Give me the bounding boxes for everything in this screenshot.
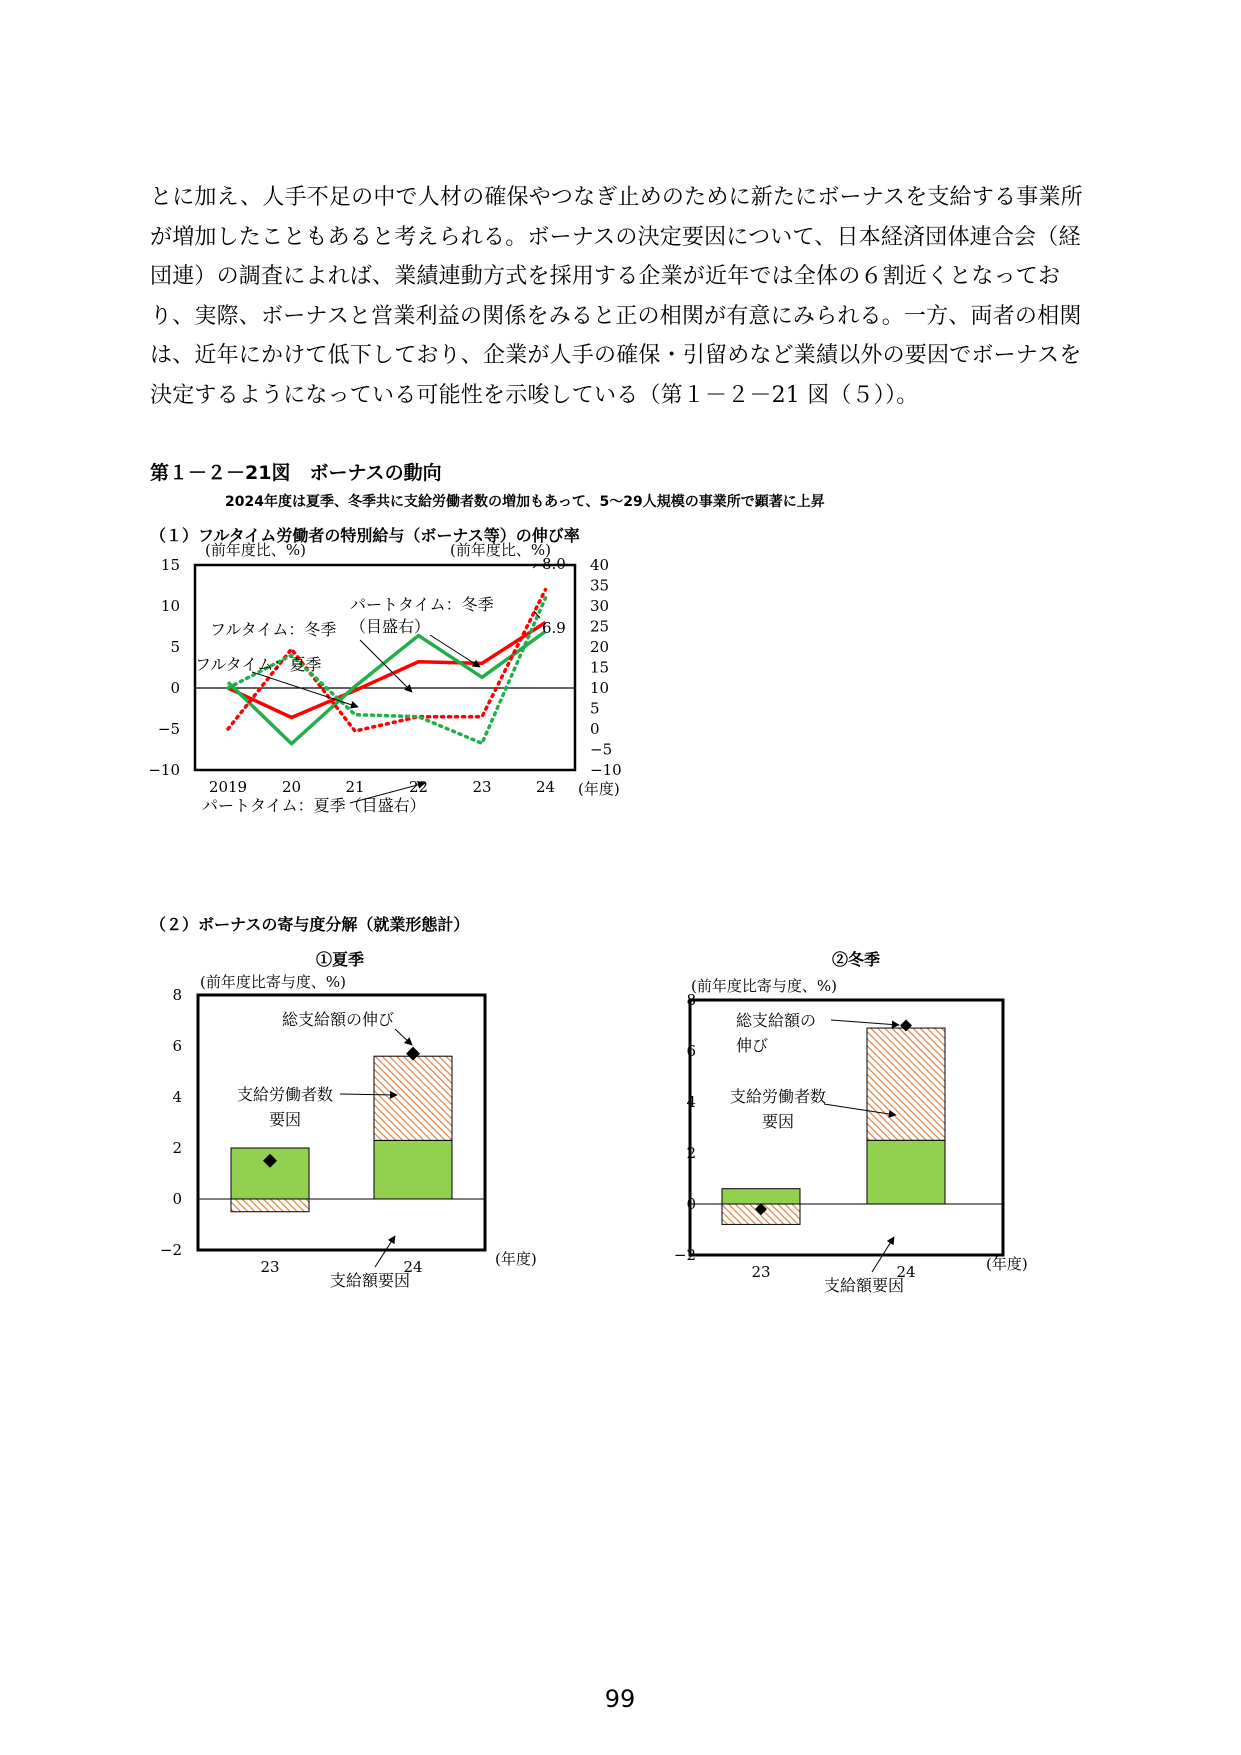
x-tick-label: 23 xyxy=(260,1258,280,1276)
x-tick-label: 20 xyxy=(281,778,302,796)
y-tick-label: 2 xyxy=(686,1144,696,1162)
bar-segment-worker-factor xyxy=(867,1028,945,1140)
y-right-tick-label: 25 xyxy=(590,617,610,636)
x-tick-label: 24 xyxy=(403,1258,423,1276)
panel1-title: （１）フルタイム労働者の特別給与（ボーナス等）の伸び率 xyxy=(150,526,580,545)
y-right-tick-label: 30 xyxy=(590,597,610,615)
body-paragraph: とに加え、人手不足の中で人材の確保やつなぎ止めのために新たにボーナスを支給する事業所が増加したこともあると考えられる。ボーナスの決定要因について、日本経済団体連合会（経団連）の調査によれば、業績連動方式を採用する企業が近年では全体の６割近くとなっており、実際、ボーナスと営業利益の関係をみると正の相関が有意にみられる。一方、両者の相関は、近年にかけて低下しており、企業が人手の確保・引留めなど業績以外の要因でボーナスを決定するようになっている可能性を示唆している（第１－２－21 図（５））。 xyxy=(150,185,1083,408)
bar-segment-payment-factor xyxy=(867,1140,945,1204)
y-right-tick-label: −5 xyxy=(590,740,613,759)
total-label: 総支給額の伸び xyxy=(736,1011,817,1055)
y-right-tick-label: 35 xyxy=(590,576,610,595)
y-axis-label: (前年度比寄与度、%) xyxy=(200,973,346,991)
bar-chart-title: ②冬季 xyxy=(831,950,881,969)
y-tick-label: 0 xyxy=(172,1190,182,1208)
bar-segment-worker-factor xyxy=(231,1199,309,1212)
y-tick-label: 0 xyxy=(686,1195,696,1213)
y-tick-label: −2 xyxy=(159,1241,182,1259)
y-tick-label: 6 xyxy=(686,1042,696,1060)
bar-chart-winter xyxy=(673,945,1206,1320)
y-tick-label: 4 xyxy=(172,1088,182,1106)
x-axis-unit: (年度) xyxy=(495,1250,537,1268)
x-tick-label: 21 xyxy=(345,778,365,796)
total-leader xyxy=(831,1020,899,1025)
y-tick-label: 8 xyxy=(172,986,182,1004)
total-leader xyxy=(395,1029,412,1045)
x-tick-label: 23 xyxy=(472,778,492,796)
figure-subtitle: 2024年度は夏季、冬季共に支給労働者数の増加もあって、5～29人規模の事業所で顕著に上昇 xyxy=(225,494,825,510)
y-axis-label: (前年度比寄与度、%) xyxy=(691,977,837,995)
y-right-tick-label: 15 xyxy=(590,658,610,677)
bar-chart-title: ①夏季 xyxy=(315,950,365,969)
line-chart xyxy=(148,541,710,895)
y-tick-label: −2 xyxy=(673,1246,696,1264)
series-label-1: フルタイム：夏季 xyxy=(195,655,322,674)
y-right-tick-label: 40 xyxy=(590,556,610,574)
y-left-tick-label: −5 xyxy=(157,720,180,738)
y-tick-label: 6 xyxy=(172,1037,182,1055)
y-right-tick-label: 0 xyxy=(590,720,600,738)
data-label-1: 6.9 xyxy=(542,619,566,637)
bar-segment-payment-factor xyxy=(722,1189,800,1204)
y-left-tick-label: 0 xyxy=(170,679,180,697)
x-tick-label: 24 xyxy=(896,1263,916,1281)
y-left-tick-label: −10 xyxy=(148,761,180,779)
y-left-tick-label: 10 xyxy=(160,597,180,615)
x-tick-label: 22 xyxy=(408,778,429,796)
x-tick-label: 23 xyxy=(751,1263,771,1281)
page-number: 99 xyxy=(604,1685,636,1713)
y-right-tick-label: 5 xyxy=(590,699,600,718)
y-left-tick-label: 15 xyxy=(160,556,180,574)
payment-factor-label: 支給額要因 xyxy=(823,1276,905,1295)
y-tick-label: 8 xyxy=(686,991,696,1009)
y-tick-label: 2 xyxy=(172,1139,182,1157)
x-axis-unit: (年度) xyxy=(986,1255,1028,1273)
series-label-2: パートタイム：冬季（目盛右） xyxy=(350,595,494,636)
bar-segment-payment-factor xyxy=(374,1140,452,1199)
x-axis-unit: (年度) xyxy=(578,780,620,798)
payment-factor-label: 支給額要因 xyxy=(329,1271,411,1290)
y-right-tick-label: 10 xyxy=(590,679,610,697)
figure-title: 第１－２－21図 ボーナスの動向 xyxy=(150,462,442,484)
x-tick-label: 2019 xyxy=(208,778,248,796)
y-right-axis-label: (前年度比、%) xyxy=(450,541,551,559)
x-tick-label: 24 xyxy=(535,778,556,796)
worker-factor-label: 支給労働者数要因 xyxy=(236,1085,334,1129)
bar-segment-worker-factor xyxy=(374,1056,452,1140)
y-right-tick-label: −10 xyxy=(590,761,622,779)
total-label: 総支給額の伸び xyxy=(281,1010,395,1029)
series-label-3: パートタイム：夏季（目盛右） xyxy=(202,796,426,815)
panel2-title: （２）ボーナスの寄与度分解（就業形態計） xyxy=(150,915,470,934)
bar-chart-summer xyxy=(150,945,640,1320)
data-label-0: 8.0 xyxy=(542,555,566,573)
y-tick-label: 4 xyxy=(686,1093,696,1111)
leader-arrow-1 xyxy=(252,672,358,707)
y-right-tick-label: 20 xyxy=(590,638,610,656)
y-left-tick-label: 5 xyxy=(170,638,180,656)
y-left-axis-label: (前年度比、%) xyxy=(205,541,306,559)
worker-factor-label: 支給労働者数要因 xyxy=(729,1087,827,1131)
series-label-0: フルタイム：冬季 xyxy=(210,620,337,639)
